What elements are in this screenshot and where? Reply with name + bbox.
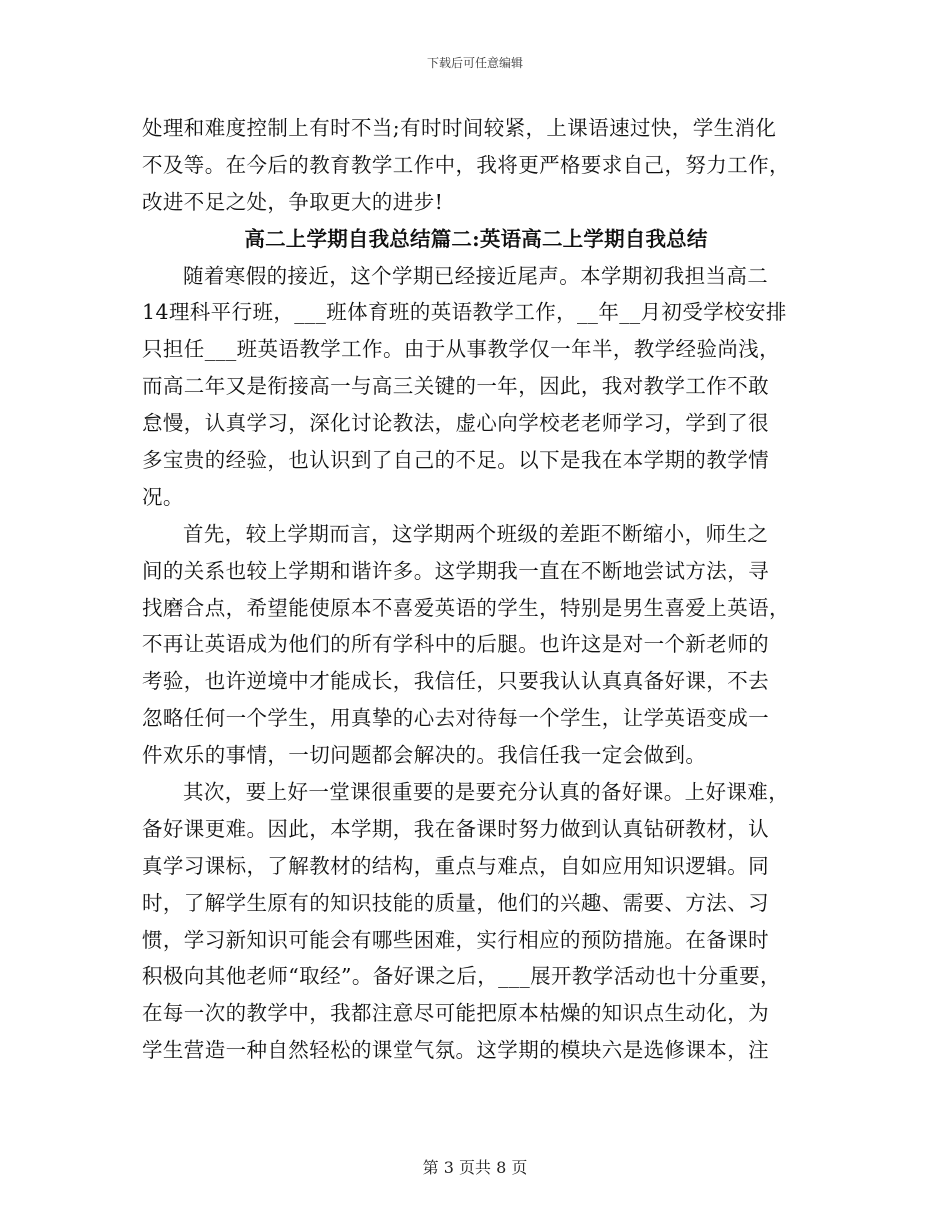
text-line: 时，了解学生原有的知识技能的质量，他们的兴趣、需要、方法、习 <box>142 890 769 915</box>
text-line: 况。 <box>142 484 184 509</box>
page-header-note: 下载后可任意编辑 <box>426 56 523 70</box>
text-line: 惯，学习新知识可能会有哪些困难，实行相应的预防措施。在备课时 <box>142 927 769 952</box>
text-line: 改进不足之处，争取更大的进步! <box>142 189 444 214</box>
text-line: 真学习课标，了解教材的结构，重点与难点，自如应用知识逻辑。同 <box>142 853 769 878</box>
text-line: 找磨合点，希望能使原本不喜爱英语的学生，特别是男生喜爱上英语， <box>142 595 790 620</box>
text-line: 积极向其他老师“取经”。备好课之后，___展开教学活动也十分重要， <box>142 964 781 989</box>
text-line: 处理和难度控制上有时不当;有时时间较紧，上课语速过快，学生消化 <box>142 116 777 140</box>
page-number-footer: 第 3 页共 8 页 <box>422 1158 528 1177</box>
text-line: 忽略任何一个学生，用真挚的心去对待每一个学生，让学英语变成一 <box>142 706 769 731</box>
text-line: 随着寒假的接近，这个学期已经接近尾声。本学期初我担当高二 <box>183 263 769 288</box>
text-line: 多宝贵的经验，也认识到了自己的不足。以下是我在本学期的教学情 <box>142 448 769 473</box>
text-line: 备好课更难。因此，本学期，我在备课时努力做到认真钻研教材，认 <box>142 816 769 841</box>
text-line: 学生营造一种自然轻松的课堂气氛。这学期的模块六是选修课本，注 <box>142 1038 769 1063</box>
text-line: 不再让英语成为他们的所有学科中的后腿。也许这是对一个新老师的 <box>142 632 769 657</box>
text-line: 只担任___班英语教学工作。由于从事教学仅一年半，教学经验尚浅， <box>142 337 781 362</box>
text-line: 考验，也许逆境中才能成长，我信任，只要我认认真真备好课，不去 <box>142 669 769 694</box>
text-line: 件欢乐的事情，一切问题都会解决的。我信任我一定会做到。 <box>142 743 707 768</box>
text-line: 其次，要上好一堂课很重要的是要充分认真的备好课。上好课难， <box>183 780 790 805</box>
text-line: 不及等。在今后的教育教学工作中，我将更严格要求自己，努力工作， <box>142 152 790 177</box>
text-line: 而高二年又是衔接高一与高三关键的一年，因此，我对教学工作不敢 <box>142 374 769 399</box>
section-heading: 高二上学期自我总结篇二:英语高二上学期自我总结 <box>244 226 708 251</box>
text-line: 间的关系也较上学期和谐许多。这学期我一直在不断地尝试方法，寻 <box>142 558 769 583</box>
text-line: 怠慢，认真学习，深化讨论教法，虚心向学校老老师学习，学到了很 <box>142 411 769 436</box>
document-body <box>142 110 810 1069</box>
text-line: 14理科平行班，___班体育班的英语教学工作，__年__月初受学校安排 <box>142 300 787 325</box>
text-line: 在每一次的教学中，我都注意尽可能把原本枯燥的知识点生动化，为 <box>142 1001 769 1026</box>
text-line: 首先，较上学期而言，这学期两个班级的差距不断缩小，师生之 <box>183 521 769 546</box>
